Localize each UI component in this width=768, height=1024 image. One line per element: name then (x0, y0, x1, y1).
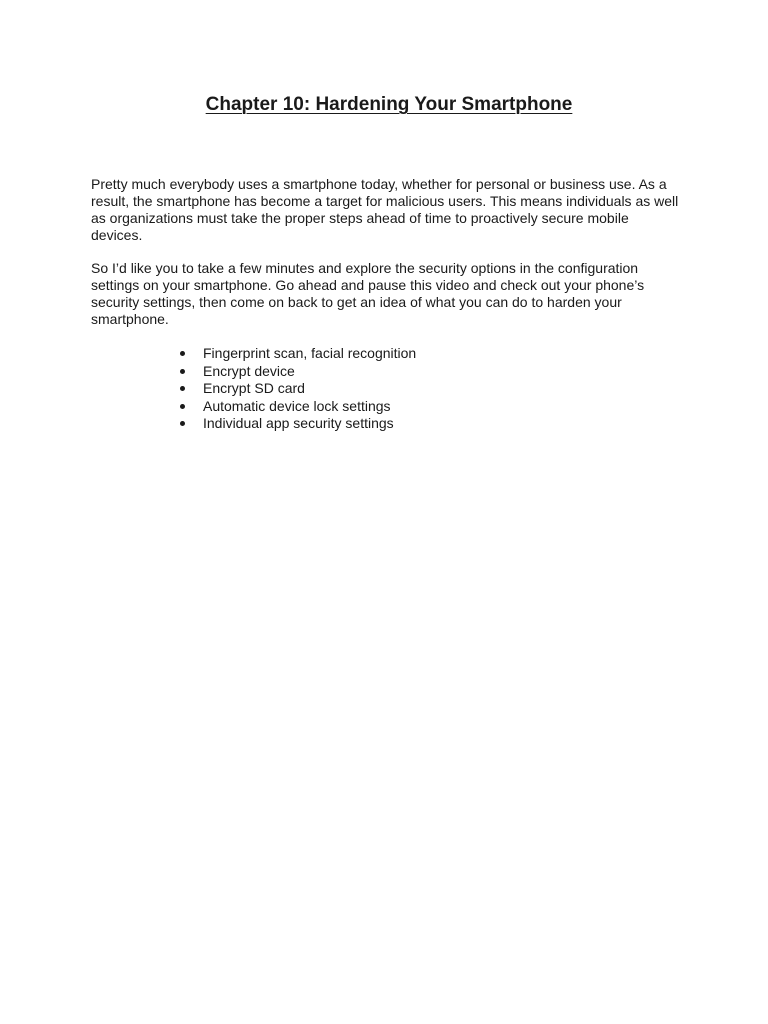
bullet-icon (180, 421, 185, 426)
intro-paragraph: Pretty much everybody uses a smartphone today, whether for personal or business use. As a result, the smartphone has become a target for malicious users. This means individuals as well as organizations must take the proper steps ahead of time to proactively secure mobile devices. (91, 176, 679, 243)
bullet-icon (180, 386, 185, 391)
list-item (180, 398, 416, 416)
page-title-text: Chapter 10: Hardening Your Smartphone (205, 94, 573, 115)
list-item-text: Automatic device lock settings (203, 397, 391, 414)
page-title (0, 92, 768, 118)
bullet-icon (180, 404, 185, 409)
list-item-text: Encrypt SD card (203, 380, 305, 396)
list-item (180, 415, 416, 433)
list-item (180, 380, 416, 398)
list-item (180, 363, 416, 381)
list-item-text: Individual app security settings (203, 415, 394, 431)
list-item-text: Encrypt device (203, 362, 295, 379)
list-item (180, 345, 416, 363)
instruction-paragraph: So I’d like you to take a few minutes and explore the security options in the configuration settings on your smartphone. Go ahead and pause this video and check out your phone’s security settings, then come on back to get an idea of what you can do to harden your smartphone. (91, 260, 645, 327)
list-item-text: Fingerprint scan, facial recognition (203, 345, 417, 361)
bullet-icon (180, 351, 185, 356)
security-options-list (180, 345, 416, 433)
bullet-icon (180, 369, 185, 374)
